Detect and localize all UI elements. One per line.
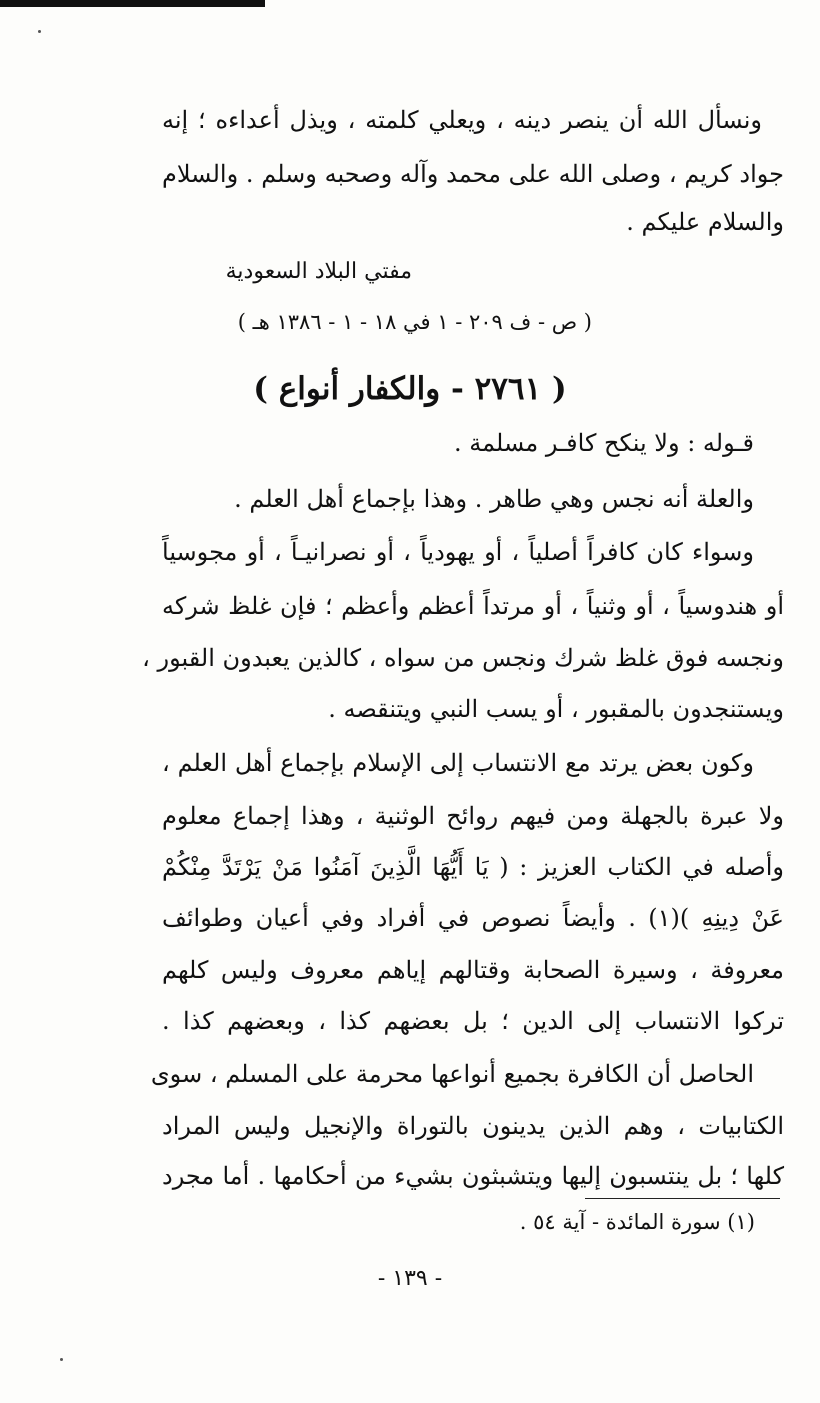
- section-heading: ( ٢٧٦١ - والكفار أنواع ): [253, 371, 567, 407]
- footnote-rule: [585, 1198, 780, 1199]
- body-line: الكتابيات ، وهم الذين يدينون بالتوراة والإنجيل وليس المراد: [162, 1112, 784, 1140]
- body-line: ونجسه فوق غلظ شرك ونجس من سواه ، كالذين يعبدون القبور ،: [142, 644, 784, 672]
- footnote: (١) سورة المائدة - آية ٥٤ .: [519, 1210, 755, 1234]
- signature: مفتي البلاد السعودية: [225, 259, 412, 284]
- quoted-text: قـوله : ولا ينكح كافـر مسلمة .: [454, 429, 754, 457]
- body-line: معروفة ، وسيرة الصحابة وقتالهم إياهم معروف وليس كلهم: [162, 956, 784, 984]
- body-line: وسواء كان كافراً أصلياً ، أو يهودياً ، أو نصرانيـاً ، أو مجوسياً: [162, 538, 754, 566]
- scan-edge-mark: [0, 0, 265, 7]
- body-line: والعلة أنه نجس وهي طاهر . وهذا بإجماع أهل العلم .: [234, 485, 754, 513]
- body-line: كلها ؛ بل ينتسبون إليها ويتشبثون بشيء من أحكامها . أما مجرد: [162, 1162, 784, 1190]
- body-line: ونسأل الله أن ينصر دينه ، ويعلي كلمته ، ويذل أعداءه ؛ إنه: [162, 106, 762, 134]
- body-line: والسلام عليكم .: [626, 208, 784, 236]
- scan-speck: [60, 1358, 63, 1361]
- scan-speck: [38, 30, 41, 33]
- body-line: تركوا الانتساب إلى الدين ؛ بل بعضهم كذا ، وبعضهم كذا .: [162, 1007, 784, 1035]
- body-line: جواد كريم ، وصلى الله على محمد وآله وصحبه وسلم . والسلام: [162, 160, 784, 188]
- page-number: - ١٣٩ -: [377, 1266, 443, 1291]
- body-line: وأصله في الكتاب العزيز : ( يَا أَيُّهَا الَّذِينَ آمَنُوا مَنْ يَرْتَدَّ مِنْكُمْ: [162, 853, 784, 881]
- body-line: عَنْ دِينِهِ )(١) . وأيضاً نصوص في أفراد وفي أعيان وطوائف: [162, 904, 784, 932]
- body-line: أو هندوسياً ، أو وثنياً ، أو مرتداً أعظم وأعظم ؛ فإن غلظ شركه: [162, 592, 784, 620]
- body-line: ولا عبرة بالجهلة ومن فيهم روائح الوثنية ، وهذا إجماع معلوم: [162, 802, 784, 830]
- body-line: ويستنجدون بالمقبور ، أو يسب النبي ويتنقصه .: [328, 695, 784, 723]
- body-line: وكون بعض يرتد مع الانتساب إلى الإسلام بإجماع أهل العلم ،: [162, 749, 754, 777]
- body-line: الحاصل أن الكافرة بجميع أنواعها محرمة على المسلم ، سوى: [150, 1060, 754, 1088]
- fatwa-reference: ( ص - ف ٢٠٩ - ١ في ١٨ - ١ - ١٣٨٦ هـ ): [237, 310, 592, 334]
